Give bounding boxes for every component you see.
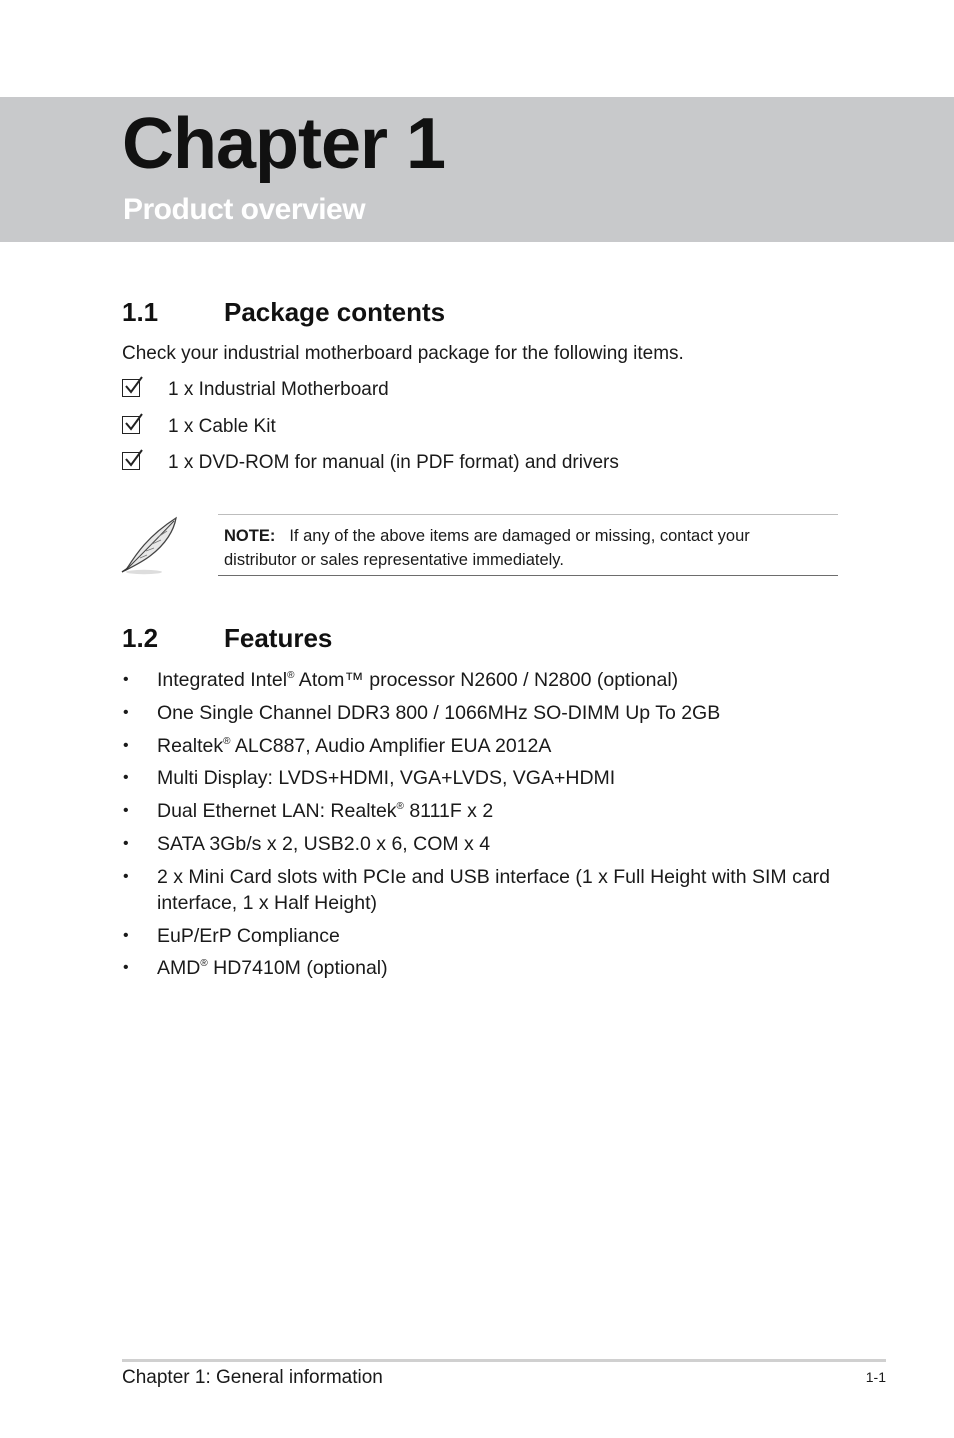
- list-item: [122, 733, 842, 759]
- feature-text: HD7410M (optional): [207, 957, 388, 980]
- list-item: [122, 955, 842, 981]
- registered-mark: ®: [287, 670, 295, 681]
- bullet: •: [123, 703, 129, 721]
- bullet: •: [123, 959, 129, 977]
- section-heading-package-contents: [122, 297, 445, 327]
- section-number: 1.2: [122, 623, 159, 653]
- feature-text: EuP/ErP Compliance: [157, 924, 340, 947]
- feature-text: AMD: [157, 957, 201, 980]
- bullet: •: [123, 802, 129, 820]
- list-item: [122, 414, 619, 451]
- registered-mark: ®: [200, 958, 208, 970]
- bullet: •: [123, 867, 129, 885]
- feather-pen-icon: [120, 514, 182, 576]
- package-list: [122, 377, 619, 487]
- bullet: •: [123, 834, 129, 852]
- bullet: •: [123, 926, 129, 944]
- list-item: [122, 831, 842, 857]
- section-title: Features: [224, 623, 333, 653]
- package-intro: Check your industrial motherboard package for the following items.: [122, 343, 684, 364]
- list-item: [122, 450, 619, 487]
- bullet: •: [123, 671, 129, 688]
- feature-text: Integrated Intel: [157, 669, 288, 691]
- note-body: If any of the above items are damaged or missing, contact your distributor or sales representative immediately.: [224, 527, 750, 569]
- list-item: [122, 798, 842, 824]
- note-box: [218, 514, 838, 576]
- chapter-subtitle: Product overview: [123, 193, 366, 226]
- package-item-label: 1 x DVD-ROM for manual (in PDF format) and drivers: [168, 452, 619, 473]
- list-item: [122, 923, 842, 949]
- list-item: [122, 667, 842, 693]
- list-item: [122, 377, 619, 414]
- feature-text: Multi Display: LVDS+HDMI, VGA+LVDS, VGA+HDMI: [157, 767, 616, 790]
- registered-mark: ®: [223, 735, 231, 747]
- features-list: [122, 667, 842, 988]
- checkbox-checked-icon: [122, 416, 140, 434]
- note-label: NOTE:: [224, 527, 276, 545]
- section-heading-features: [122, 623, 332, 653]
- feature-text: SATA 3Gb/s x 2, USB2.0 x 6, COM x 4: [157, 832, 491, 855]
- section-number: 1.1: [122, 297, 159, 327]
- bullet: •: [123, 736, 129, 754]
- feature-text: ALC887, Audio Amplifier EUA 2012A: [230, 734, 552, 757]
- list-item: [122, 765, 842, 791]
- list-item: [122, 864, 842, 916]
- feature-text: 2 x Mini Card slots with PCIe and USB interface (1 x Full Height with SIM card interface, 1 x Half Height): [157, 865, 830, 914]
- note-text: [224, 524, 824, 572]
- chapter-title: Chapter 1: [122, 104, 446, 184]
- feature-text: 8111F x 2: [403, 800, 494, 823]
- feature-text: Dual Ethernet LAN: Realtek: [157, 800, 397, 823]
- registered-mark: ®: [396, 801, 404, 813]
- bullet: •: [123, 769, 129, 787]
- list-item: [122, 700, 842, 726]
- checkbox-checked-icon: [122, 379, 140, 397]
- page-number: 1-1: [865, 1369, 886, 1385]
- checkbox-checked-icon: [122, 452, 140, 470]
- footer-divider: [122, 1359, 886, 1362]
- section-title: Package contents: [224, 297, 446, 327]
- feature-text: Atom™ processor N2600 / N2800 (optional): [294, 669, 679, 691]
- feature-text: One Single Channel DDR3 800 / 1066MHz SO-DIMM Up To 2GB: [157, 701, 721, 724]
- feature-text: Realtek: [157, 734, 224, 757]
- package-item-label: 1 x Industrial Motherboard: [168, 379, 389, 400]
- footer-chapter-label: Chapter 1: General information: [122, 1367, 383, 1388]
- package-item-label: 1 x Cable Kit: [168, 415, 276, 437]
